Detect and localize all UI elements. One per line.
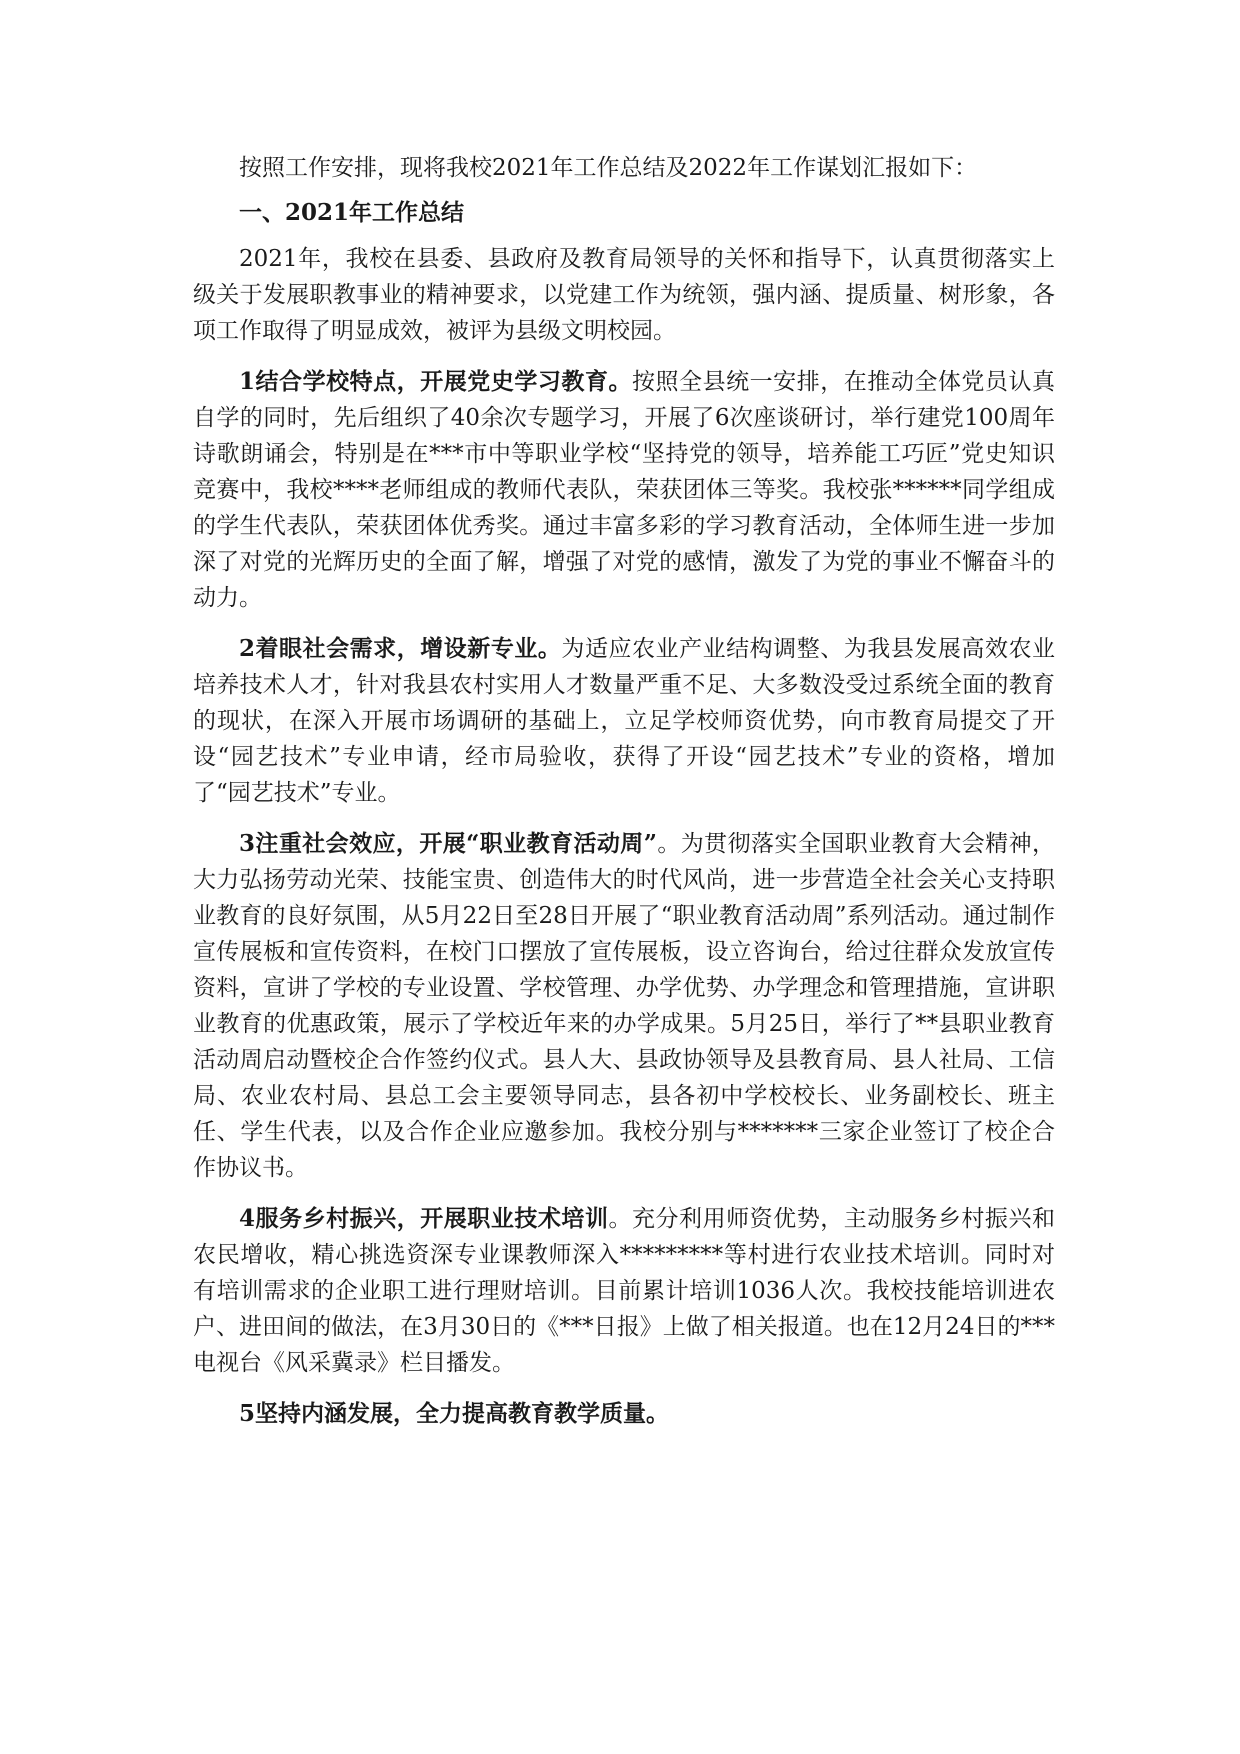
item-lead: 3注重社会效应，开展“职业教育活动周”	[239, 830, 657, 857]
item-paragraph-3	[193, 826, 1055, 1186]
item-lead: 5坚持内涵发展，全力提高教育教学质量。	[239, 1400, 670, 1427]
item-paragraph-1	[193, 364, 1055, 616]
summary-paragraph: 2021年，我校在县委、县政府及教育局领导的关怀和指导下，认真贯彻落实上级关于发展职教事业的精神要求，以党建工作为统领，强内涵、提质量、树形象，各项工作取得了明显成效，被评为县级文明校园。	[193, 246, 1055, 344]
intro-paragraph: 按照工作安排，现将我校2021年工作总结及2022年工作谋划汇报如下：	[239, 155, 978, 181]
item-lead: 1结合学校特点，开展党史学习教育。	[239, 368, 632, 395]
item-body: 。充分利用师资优势，主动服务乡村振兴和农民增收，精心挑选资深专业课教师深入*********等村进行农业技术培训。同时对有培训需求的企业职工进行理财培训。目前累计培训1036人次。我校技能培训进农户、进田间的做法，在3月30日的《***日报》上做了相关报道。也在12月24日的***电视台《风采冀录》栏目播发。	[193, 1206, 1055, 1376]
item-lead: 4服务乡村振兴，开展职业技术培训	[239, 1205, 609, 1232]
item-lead: 2着眼社会需求，增设新专业。	[239, 635, 562, 662]
item-paragraph-4	[193, 1201, 1055, 1381]
item-body: 为适应农业产业结构调整、为我县发展高效农业培养技术人才，针对我县农村实用人才数量严重不足、大多数没受过系统全面的教育的现状，在深入开展市场调研的基础上，立足学校师资优势，向市教育局提交了开设“园艺技术”专业申请，经市局验收，获得了开设“园艺技术”专业的资格，增加了“园艺技术”专业。	[193, 636, 1056, 806]
item-body: 按照全县统一安排，在推动全体党员认真自学的同时，先后组织了40余次专题学习，开展了6次座谈研讨，举行建党100周年诗歌朗诵会，特别是在***市中等职业学校“坚持党的领导，培养能工巧匠”党史知识竞赛中，我校****老师组成的教师代表队，荣获团体三等奖。我校张******同学组成的学生代表队，荣获团体优秀奖。通过丰富多彩的学习教育活动，全体师生进一步加深了对党的光辉历史的全面了解，增强了对党的感情，激发了为党的事业不懈奋斗的动力。	[193, 369, 1055, 611]
item-paragraph-2	[193, 631, 1055, 811]
document-page	[193, 150, 1055, 1447]
item-paragraph-5	[193, 1396, 1055, 1432]
section-heading: 一、2021年工作总结	[239, 199, 465, 226]
item-body: 。为贯彻落实全国职业教育大会精神，大力弘扬劳动光荣、技能宝贵、创造伟大的时代风尚，进一步营造全社会关心支持职业教育的良好氛围，从5月22日至28日开展了“职业教育活动周”系列活动。通过制作宣传展板和宣传资料，在校门口摆放了宣传展板，设立咨询台，给过往群众发放宣传资料，宣讲了学校的专业设置、学校管理、办学优势、办学理念和管理措施，宣讲职业教育的优惠政策，展示了学校近年来的办学成果。5月25日，举行了**县职业教育活动周启动暨校企合作签约仪式。县人大、县政协领导及县教育局、县人社局、工信局、农业农村局、县总工会主要领导同志，县各初中学校校长、业务副校长、班主任、学生代表，以及合作企业应邀参加。我校分别与*******三家企业签订了校企合作协议书。	[193, 831, 1055, 1181]
